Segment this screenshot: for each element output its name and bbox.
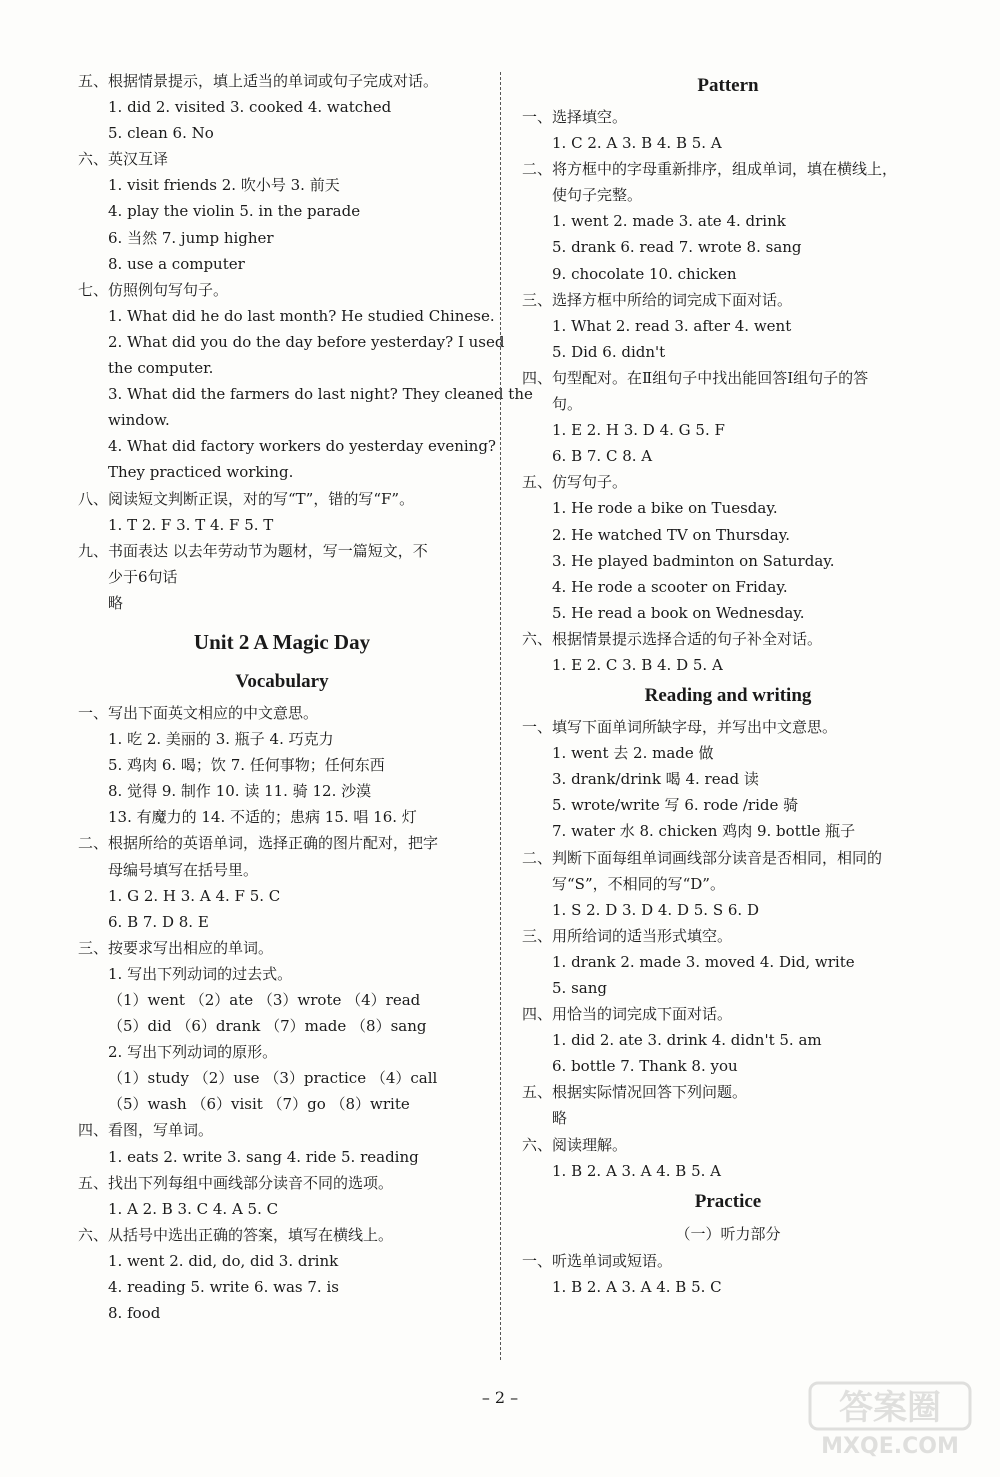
text-line: 1. E 2. H 3. D 4. G 5. F bbox=[552, 421, 725, 440]
text-line: （1）study （2）use （3）practice （4）call bbox=[108, 1069, 438, 1088]
text-line: 一、写出下面英文相应的中文意思。 bbox=[78, 703, 319, 722]
left-column bbox=[78, 68, 533, 1326]
text-line: 三、按要求写出相应的单词。 bbox=[78, 938, 274, 957]
section-heading: Unit 2 A Magic Day bbox=[193, 629, 371, 654]
text-line: 三、选择方框中所给的词完成下面对话。 bbox=[522, 290, 793, 309]
text-line: 1. eats 2. write 3. sang 4. ride 5. reading bbox=[108, 1147, 419, 1166]
text-line: 7. water 水 8. chicken 鸡肉 9. bottle 瓶子 bbox=[552, 822, 856, 841]
text-line: 二、将方框中的字母重新排序，组成单词，填在横线上， bbox=[522, 160, 898, 179]
text-line: 六、阅读理解。 bbox=[522, 1135, 628, 1154]
text-line: 三、用所给词的适当形式填空。 bbox=[522, 926, 733, 945]
text-line: 六、从括号中选出正确的答案，填写在横线上。 bbox=[78, 1225, 394, 1244]
text-line: 3. drank/drink 喝 4. read 读 bbox=[552, 770, 759, 789]
text-line: 8. use a computer bbox=[108, 254, 245, 273]
text-line: 句。 bbox=[552, 395, 583, 414]
text-line: 4. He rode a scooter on Friday. bbox=[552, 577, 788, 596]
text-line: 1. A 2. B 3. C 4. A 5. C bbox=[108, 1199, 279, 1218]
text-line: window. bbox=[108, 411, 170, 430]
text-line: 二、根据所给的英语单词，选择正确的图片配对，把字 bbox=[78, 834, 439, 853]
text-line: 5. sang bbox=[552, 979, 607, 997]
text-line: 5. drank 6. read 7. wrote 8. sang bbox=[552, 238, 802, 257]
text-line: 9. chocolate 10. chicken bbox=[552, 264, 737, 283]
text-line: 一、听选单词或短语。 bbox=[522, 1251, 673, 1270]
text-line: 1. E 2. C 3. B 4. D 5. A bbox=[552, 655, 723, 674]
text-line: 8. 觉得 9. 制作 10. 读 11. 骑 12. 沙漠 bbox=[108, 782, 372, 801]
text-line: 5. clean 6. No bbox=[108, 124, 214, 143]
text-line: 1. went 2. did, do, did 3. drink bbox=[108, 1251, 339, 1270]
text-line: 五、找出下列每组中画线部分读音不同的选项。 bbox=[78, 1173, 394, 1192]
text-line: 1. What did he do last month? He studied Chinese. bbox=[108, 306, 495, 325]
text-line: 1. drank 2. made 3. moved 4. Did, write bbox=[552, 952, 855, 971]
text-line: （5）wash （6）visit （7）go （8）write bbox=[108, 1095, 410, 1114]
svg-text:MXQE.COM: MXQE.COM bbox=[821, 1434, 959, 1459]
text-line: 4. play the violin 5. in the parade bbox=[108, 202, 361, 221]
text-line: 二、判断下面每组单词画线部分读音是否相同，相同的 bbox=[522, 848, 883, 867]
text-line: 8. food bbox=[108, 1304, 161, 1323]
text-line: 1. C 2. A 3. B 4. B 5. A bbox=[552, 134, 722, 153]
text-line: 四、句型配对。在Ⅱ组句子中找出能回答Ⅰ组句子的答 bbox=[522, 368, 869, 387]
section-heading: Practice bbox=[694, 1190, 762, 1212]
text-line: 6. B 7. D 8. E bbox=[108, 912, 209, 931]
text-line: 1. went 去 2. made 做 bbox=[552, 744, 714, 763]
text-line: 1. visit friends 2. 吹小号 3. 前天 bbox=[108, 176, 340, 195]
text-line: 6. bottle 7. Thank 8. you bbox=[552, 1057, 738, 1076]
text-line: 八、阅读短文判断正误，对的写“T”，错的写“F”。 bbox=[78, 489, 415, 508]
text-line: 写“S”，不相同的写“D”。 bbox=[552, 874, 725, 893]
text-line: 6. B 7. C 8. A bbox=[552, 447, 653, 466]
text-line: 1. G 2. H 3. A 4. F 5. C bbox=[108, 886, 281, 905]
text-line: 5. Did 6. didn't bbox=[552, 342, 666, 361]
watermark-logo bbox=[808, 1379, 978, 1459]
text-line: 七、仿照例句写句子。 bbox=[78, 280, 229, 299]
text-line: 少于6句话 bbox=[108, 567, 178, 586]
text-line: 略 bbox=[108, 593, 124, 612]
text-line: 1. B 2. A 3. A 4. B 5. C bbox=[552, 1277, 722, 1296]
text-line: 1. did 2. ate 3. drink 4. didn't 5. am bbox=[552, 1031, 822, 1050]
text-line: 四、看图，写单词。 bbox=[78, 1121, 214, 1140]
right-column bbox=[522, 68, 934, 1300]
text-line: 使句子完整。 bbox=[552, 186, 643, 205]
text-line: 6. 当然 7. jump higher bbox=[108, 228, 274, 247]
text-line: 1. What 2. read 3. after 4. went bbox=[552, 316, 792, 335]
text-line: 一、选择填空。 bbox=[522, 108, 628, 126]
text-line: 六、根据情景提示选择合适的句子补全对话。 bbox=[522, 629, 823, 648]
text-line: 四、用恰当的词完成下面对话。 bbox=[522, 1005, 733, 1024]
text-line: 1. did 2. visited 3. cooked 4. watched bbox=[108, 98, 392, 117]
page-number: – 2 – bbox=[481, 1388, 519, 1407]
text-line: 五、根据情景提示，填上适当的单词或句子完成对话。 bbox=[78, 72, 439, 90]
text-line: 1. T 2. F 3. T 4. F 5. T bbox=[108, 515, 274, 534]
text-line: 4. What did factory workers do yesterday evening? bbox=[108, 437, 496, 456]
text-line: 2. He watched TV on Thursday. bbox=[552, 525, 790, 544]
text-line: 5. He read a book on Wednesday. bbox=[552, 603, 805, 622]
text-line: （1）went （2）ate （3）wrote （4）read bbox=[108, 991, 421, 1009]
text-line: 1. 写出下列动词的过去式。 bbox=[108, 964, 293, 983]
text-line: 九、书面表达 以去年劳动节为题材，写一篇短文，不 bbox=[78, 541, 428, 560]
column-divider bbox=[500, 72, 501, 1360]
section-heading: Vocabulary bbox=[235, 670, 329, 692]
text-line: 2. 写出下列动词的原形。 bbox=[108, 1043, 278, 1062]
section-heading: Pattern bbox=[697, 75, 759, 96]
text-line: 1. He rode a bike on Tuesday. bbox=[552, 499, 778, 518]
svg-text:答案圈: 答案圈 bbox=[839, 1388, 941, 1428]
text-line: 六、英汉互译 bbox=[78, 150, 169, 169]
text-line: 1. S 2. D 3. D 4. D 5. S 6. D bbox=[552, 900, 759, 919]
text-line: 2. What did you do the day before yesterday? I used bbox=[108, 332, 505, 351]
text-line: 1. B 2. A 3. A 4. B 5. A bbox=[552, 1161, 722, 1180]
text-line: 5. 鸡肉 6. 喝；饮 7. 任何事物；任何东西 bbox=[108, 756, 385, 775]
text-line: They practiced working. bbox=[108, 463, 294, 482]
text-line: 五、根据实际情况回答下列问题。 bbox=[522, 1083, 748, 1102]
text-line: 4. reading 5. write 6. was 7. is bbox=[108, 1278, 339, 1297]
text-line: the computer. bbox=[108, 359, 214, 378]
text-line: 五、仿写句子。 bbox=[522, 473, 628, 492]
text-line: 母编号填写在括号里。 bbox=[108, 860, 259, 879]
text-line: 一、填写下面单词所缺字母，并写出中文意思。 bbox=[522, 718, 838, 737]
text-line: 1. went 2. made 3. ate 4. drink bbox=[552, 212, 786, 231]
text-line: 3. He played badminton on Saturday. bbox=[552, 551, 835, 570]
section-heading: Reading and writing bbox=[644, 685, 812, 707]
text-line: 13. 有魔力的 14. 不适的；患病 15. 唱 16. 灯 bbox=[108, 808, 417, 827]
text-line: 略 bbox=[552, 1109, 568, 1128]
text-line: （5）did （6）drank （7）made （8）sang bbox=[108, 1017, 427, 1036]
text-line: 3. What did the farmers do last night? They cleaned the bbox=[108, 385, 533, 404]
section-heading: （一）听力部分 bbox=[675, 1224, 781, 1243]
text-line: 5. wrote/write 写 6. rode /ride 骑 bbox=[552, 796, 799, 815]
text-line: 1. 吃 2. 美丽的 3. 瓶子 4. 巧克力 bbox=[108, 730, 334, 749]
